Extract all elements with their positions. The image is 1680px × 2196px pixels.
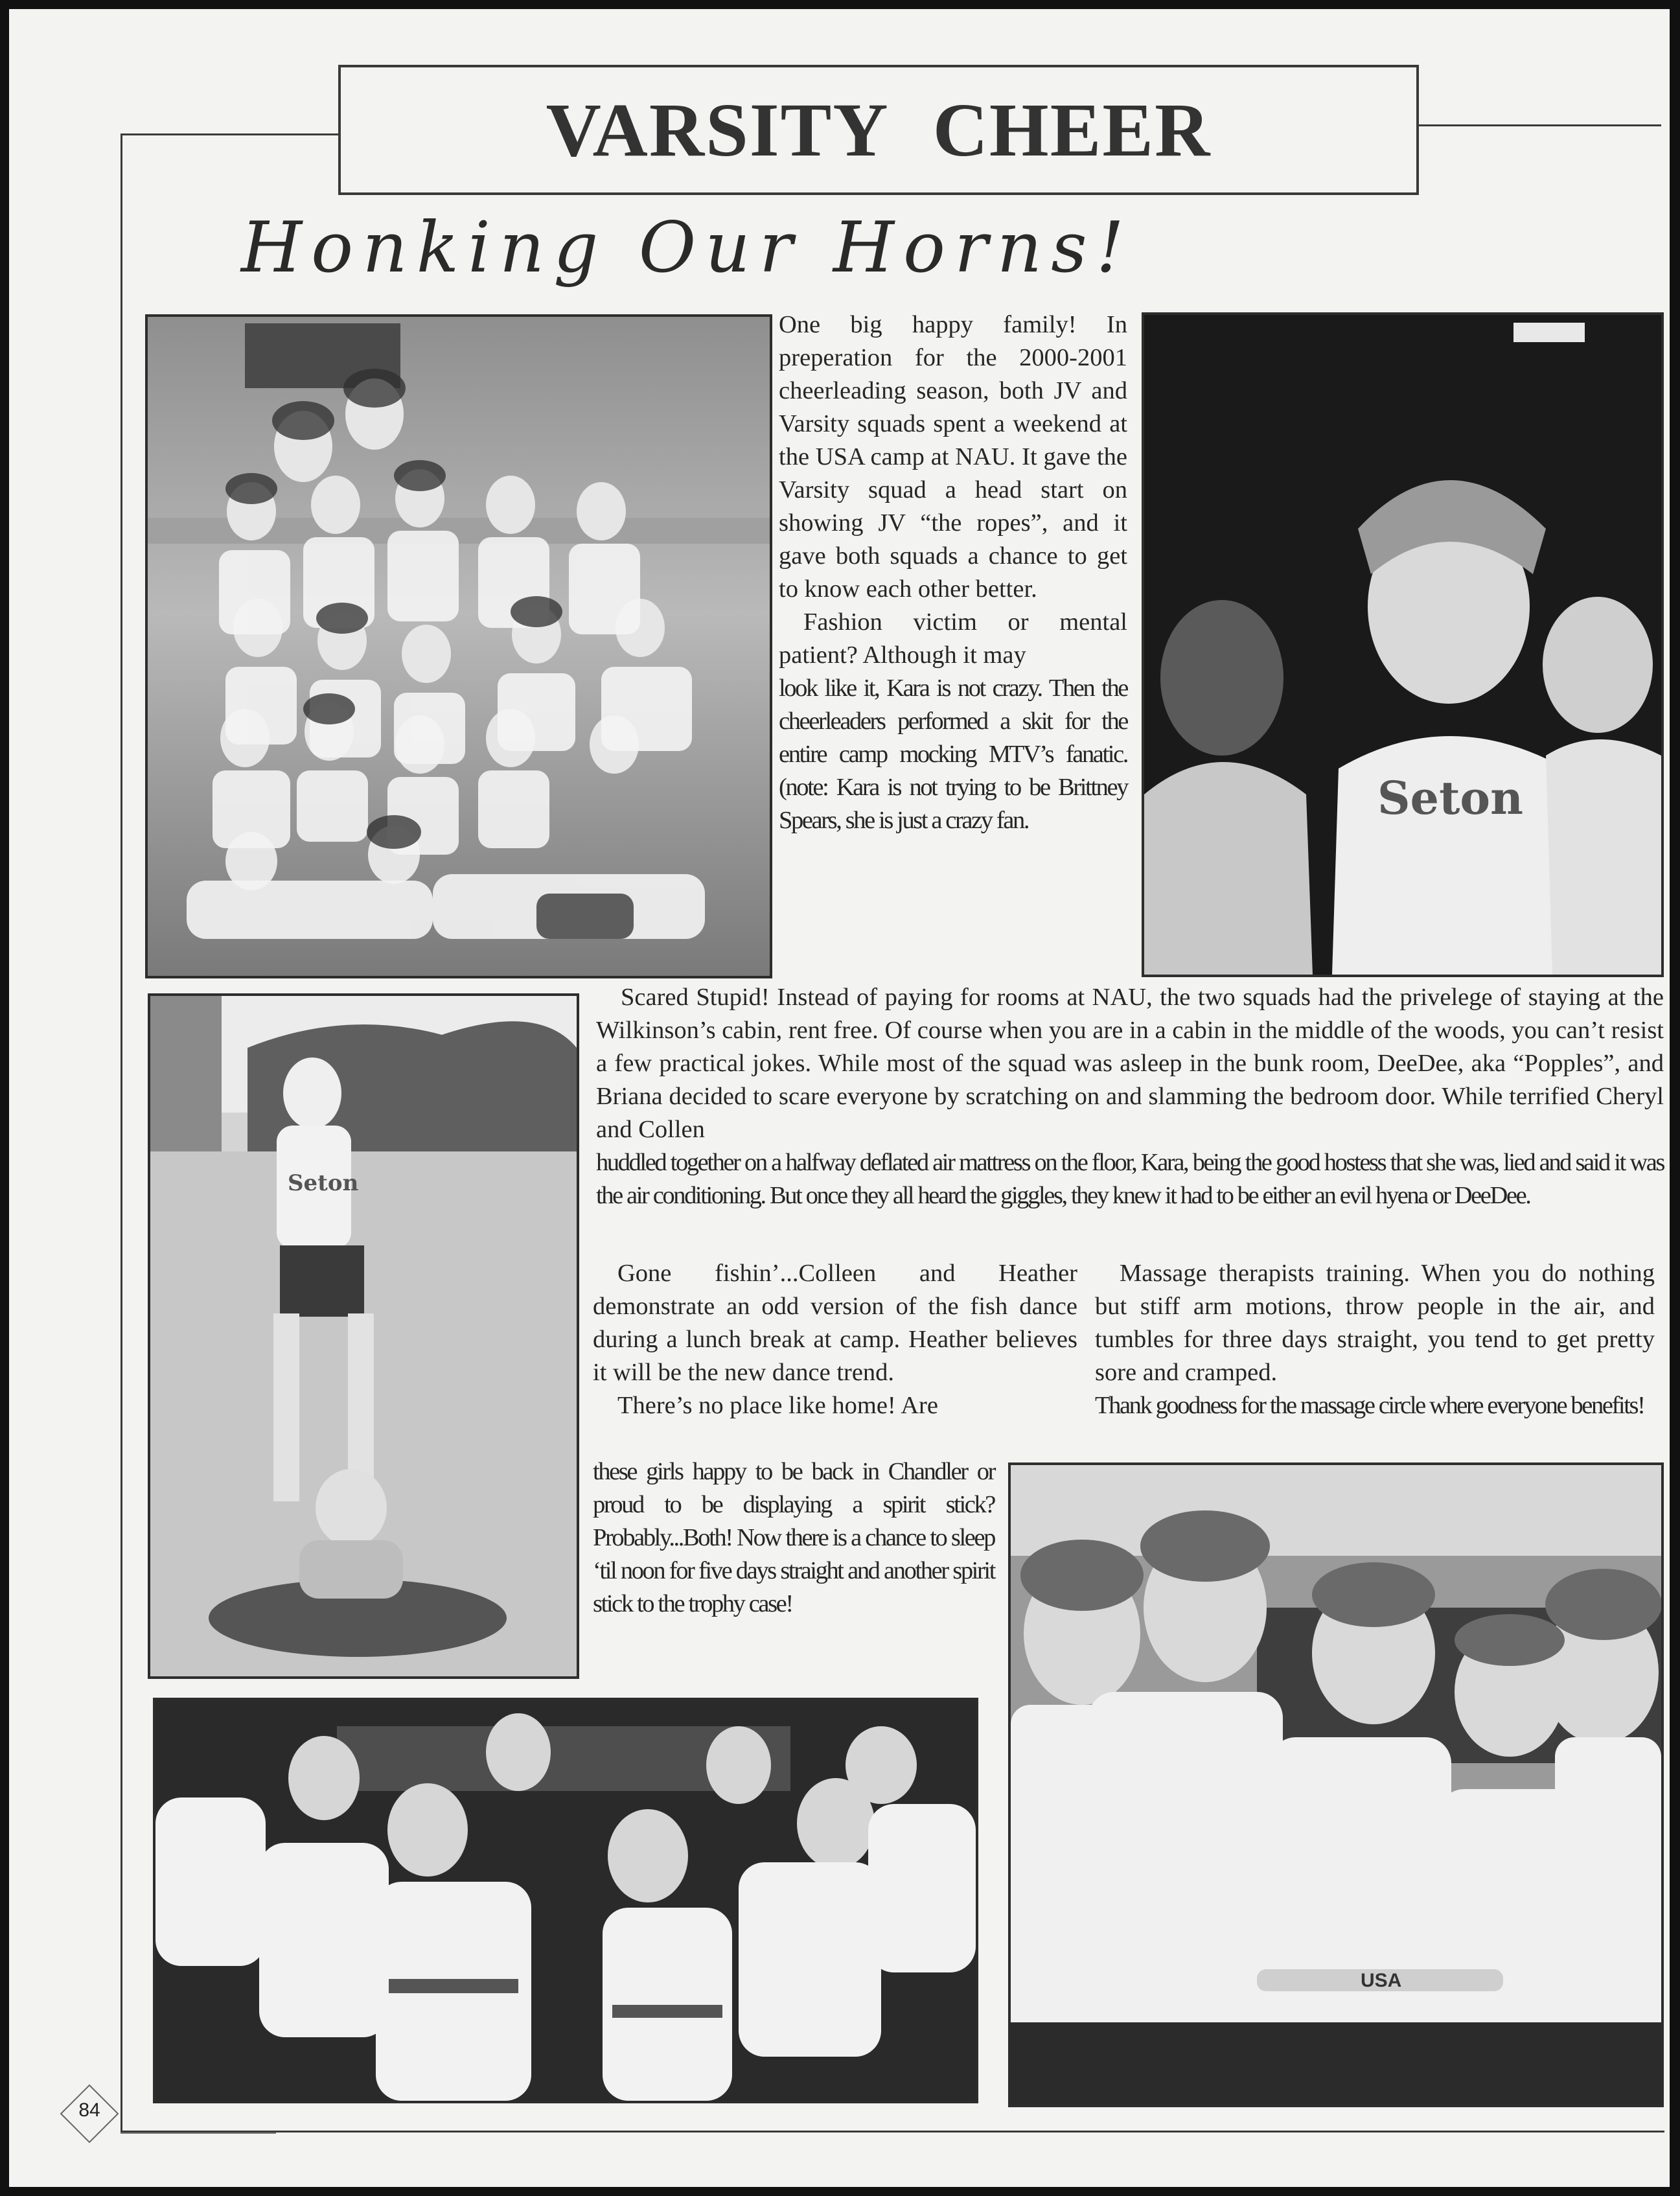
shirt-text-2: Seton	[288, 1170, 359, 1196]
photo-massage-circle	[153, 1698, 978, 2103]
caption-massage: Massage therapists training. When you do nothing but stiff arm motions, throw people in the air, and tumbles for three days straight, you tend to get pretty sore and cramped. Thank goodness for the massage circle where everyone benefits!	[1095, 1260, 1655, 1419]
frame-rule-right	[1415, 124, 1661, 126]
title-box	[338, 65, 1419, 195]
frame-rule-left	[121, 133, 341, 135]
photo-fashion-victim	[1142, 312, 1664, 977]
page-title: VARSITY CHEER	[546, 87, 1212, 172]
spirit-stick-text: USA	[1361, 1970, 1402, 1991]
photo-group-family	[145, 314, 772, 978]
photo-gone-fishin	[148, 993, 579, 1679]
caption-family: One big happy family! In preperation for the 2000-2001 cheerleading season, both JV and Varsity squads spent a weekend at the USA camp at NAU. It gave the Varsity squad a head start on showing JV “the ropes”, and it gave both squads a chance to get to know each other better. Fashion victim or mental patient? Although it may look like it, Kara is not crazy. Then the cheerleaders performed a skit for the entire camp mocking MTV’s fanatic. (note: Kara is not trying to be Brittney Spears, she is just a crazy fan.	[779, 311, 1127, 834]
caption-scared-stupid: Scared Stupid! Instead of paying for rooms at NAU, the two squads had the privelege of staying at the Wilkinson’s cabin, rent free. Of course when you are in a cabin in the middle of the woods, you can’t resist a few practical jokes. While most of the squad was asleep in the bunk room, DeeDee, aka “Popples”, and Briana decided to scare everyone by scratching on and slamming the bedroom door. While terrified Cheryl and Collen huddled together on a halfway deflated air mattress on the floor, Kara, being the good hostess that she was, lied and said it was the air conditioning. But once they all heard the giggles, they knew it had to be either an evil hyena or DeeDee.	[596, 984, 1664, 1209]
page-subtitle: Honking Our Horns!	[241, 207, 1134, 288]
caption-home: these girls happy to be back in Chandler or proud to be displaying a spirit stick? Probably...Both! Now there is a chance to sleep ‘til noon for five days straight and another spirit stick to the trophy case!	[593, 1458, 995, 1617]
shirt-text-1: Seton	[1377, 771, 1524, 825]
photo-spirit-stick	[1008, 1462, 1664, 2107]
footer-rule	[121, 2132, 276, 2134]
page-number: 84	[78, 2099, 100, 2121]
caption-gone-fishin: Gone fishin’...Colleen and Heather demonstrate an odd version of the fish dance during a lunch break at camp. Heather believes it will be the new dance trend. There’s no place like home! Are	[593, 1260, 1077, 1419]
